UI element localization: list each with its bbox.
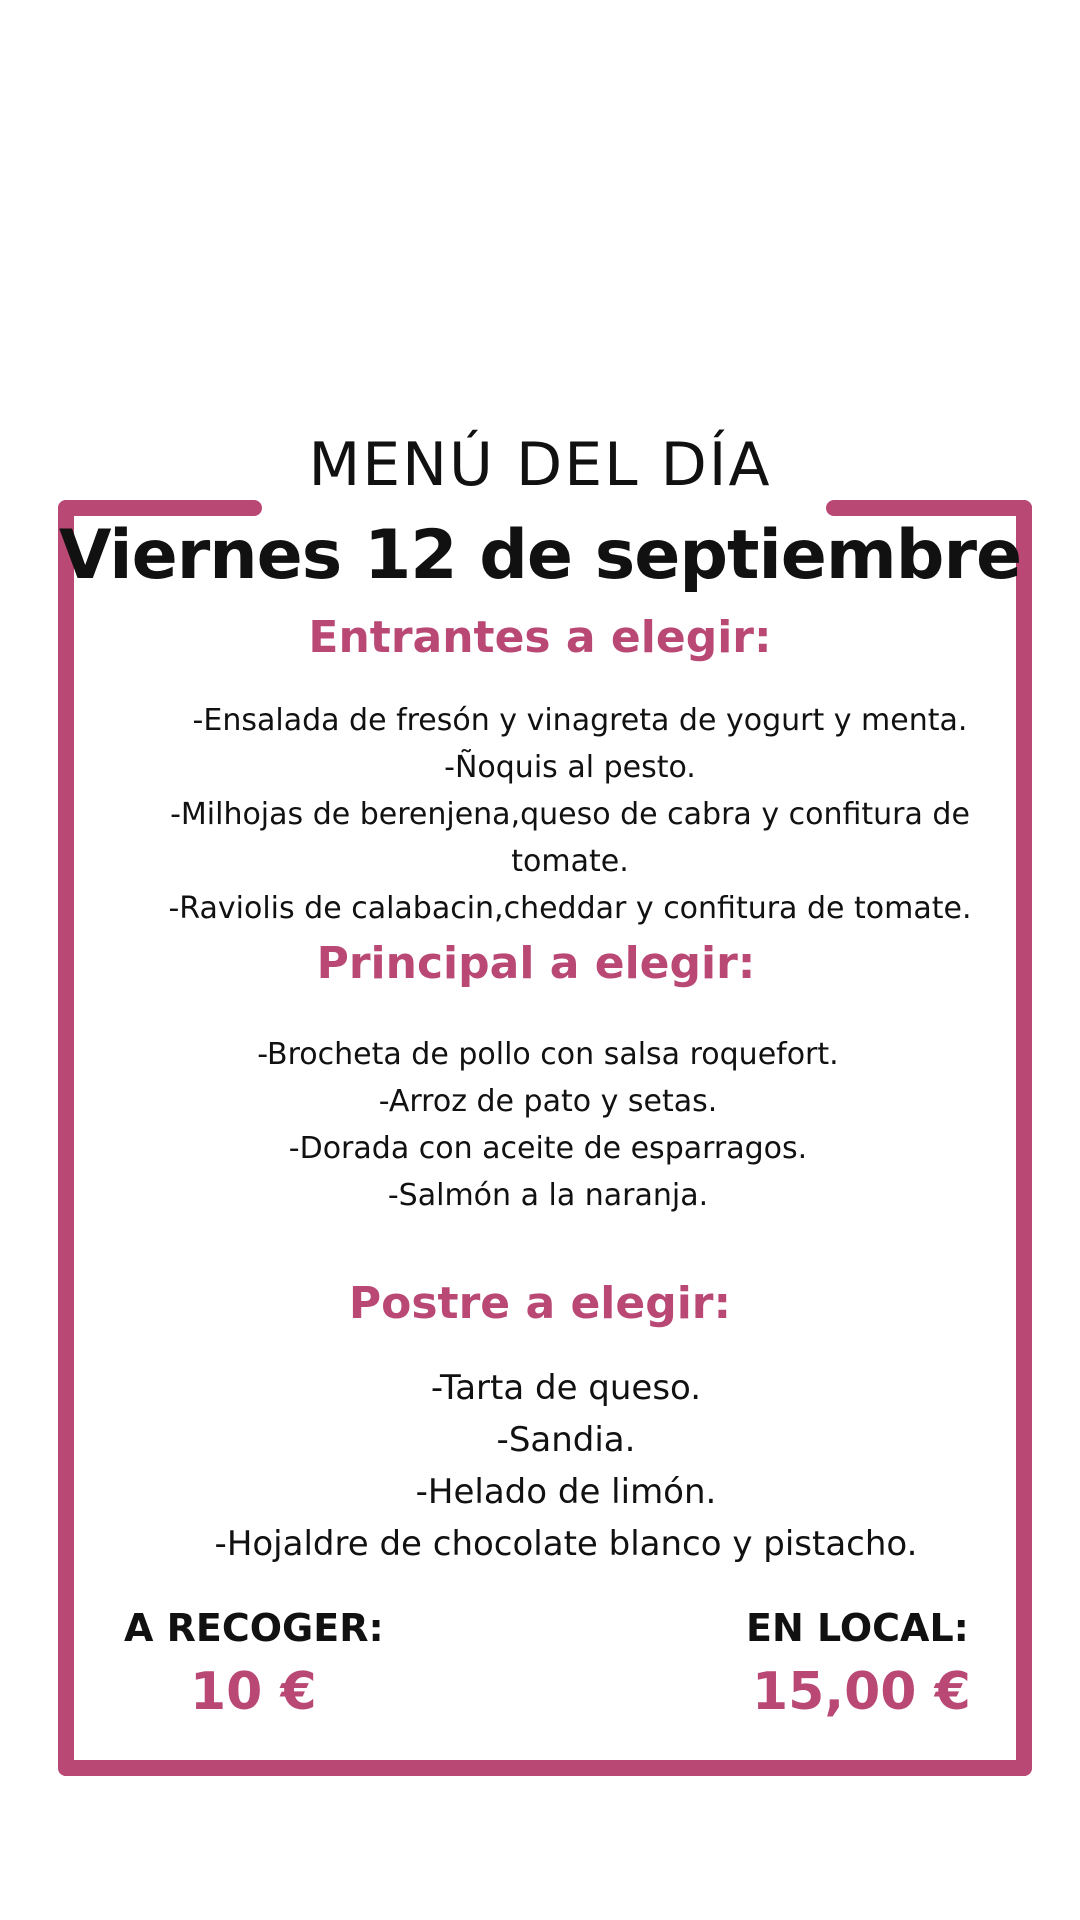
menu-title: MENÚ DEL DÍA <box>308 430 772 500</box>
frame-top-left-border <box>58 500 262 516</box>
desserts-title: Postre a elegir: <box>348 1278 732 1329</box>
dessert-item: -Helado de limón. <box>415 1472 717 1512</box>
dessert-item: -Hojaldre de chocolate blanco y pistacho. <box>214 1524 918 1564</box>
main-item: -Arroz de pato y setas. <box>378 1084 718 1119</box>
takeaway-label: A RECOGER: <box>124 1606 384 1650</box>
frame-bottom-border <box>58 1760 1032 1776</box>
starter-item: -Ensalada de fresón y vinagreta de yogurt y menta. <box>192 703 968 738</box>
starter-item: -Ñoquis al pesto. <box>444 750 696 785</box>
main-item: -Salmón a la naranja. <box>387 1178 709 1213</box>
main-item: -Dorada con aceite de esparragos. <box>288 1131 808 1166</box>
menu-date: Viernes 12 de septiembre <box>58 516 1022 595</box>
takeaway-price: 10 € <box>190 1662 317 1722</box>
mains-title: Principal a elegir: <box>316 938 756 989</box>
dine-in-label: EN LOCAL: <box>746 1606 969 1650</box>
frame-top-right-border <box>826 500 1032 516</box>
starters-title: Entrantes a elegir: <box>308 612 772 663</box>
dessert-item: -Tarta de queso. <box>430 1368 702 1408</box>
starter-item: tomate. <box>511 844 629 879</box>
dessert-item: -Sandia. <box>496 1420 636 1460</box>
main-item: -Brocheta de pollo con salsa roquefort. <box>257 1037 839 1072</box>
dine-in-price: 15,00 € <box>752 1662 971 1722</box>
starter-item: -Raviolis de calabacin,cheddar y confitura de tomate. <box>168 891 972 926</box>
starter-item: -Milhojas de berenjena,queso de cabra y confitura de <box>170 797 970 832</box>
